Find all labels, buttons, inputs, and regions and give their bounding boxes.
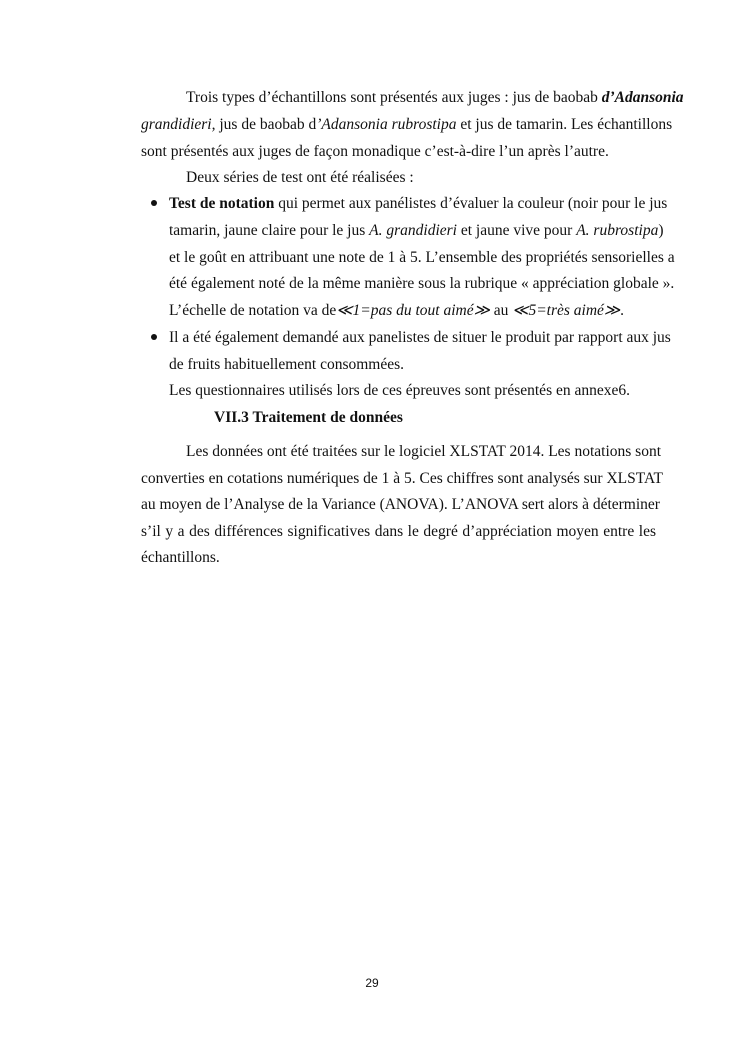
- para2-line: Deux séries de test ont été réalisées :: [186, 169, 414, 186]
- bullet1-line5: [169, 301, 624, 321]
- para3-line4: s’il y a des différences significatives dans le degré d’appréciation moyen entre les: [141, 523, 656, 540]
- para3-line1: Les données ont été traitées sur le logiciel XLSTAT 2014. Les notations sont: [186, 443, 662, 460]
- bullet1-line5-d: ≪5=très aimé≫: [512, 302, 621, 319]
- bullet1-line2-e: ): [658, 222, 664, 239]
- bullet2-marker: [151, 334, 157, 340]
- para1-line2-text-b: jus de baobab d: [215, 116, 317, 133]
- bullet2-line2: de fruits habituellement consommées.: [169, 356, 405, 373]
- para1-line2-text-d: et jus de tamarin. Les échantillons: [456, 116, 673, 133]
- para1-line3: sont présentés aux juges de façon monadique c’est-à-dire l’un après l’autre.: [141, 143, 609, 160]
- para1-line1-italic: d’Adansonia: [601, 89, 684, 106]
- bullet1-marker: [151, 200, 157, 206]
- section-heading: VII.3 Traitement de données: [214, 409, 403, 426]
- bullet2-line3: Les questionnaires utilisés lors de ces épreuves sont présentés en annexe6.: [169, 382, 630, 399]
- bullet1-line2-a: tamarin, jaune claire pour le jus: [169, 222, 370, 239]
- bullet2-line1: Il a été également demandé aux panelistes de situer le produit par rapport aux jus: [169, 329, 671, 346]
- bullet1-line1-bold: Test de notation: [169, 195, 275, 212]
- para1-line2-italic-a: grandidieri,: [141, 116, 216, 133]
- bullet1-line5-b: ≪1=pas du tout aimé≫: [336, 302, 490, 319]
- para1-line2-italic-c: ’Adansonia rubrostipa: [316, 116, 457, 133]
- bullet1-line5-a: L’échelle de notation va de: [169, 302, 337, 319]
- bullet1-line5-e: .: [620, 302, 625, 319]
- bullet1-line2-d: A. rubrostipa: [576, 222, 659, 239]
- bullet1-line1: [169, 194, 668, 214]
- bullet1-line2: [169, 221, 664, 241]
- bullet1-line4: été également noté de la même manière sous la rubrique « appréciation globale ».: [169, 275, 675, 292]
- bullet1-line1-rest: qui permet aux panélistes d’évaluer la couleur (noir pour le jus: [274, 195, 668, 212]
- para3-line5: échantillons.: [141, 549, 220, 566]
- bullet1-line2-c: et jaune vive pour: [456, 222, 577, 239]
- para1-line1: [186, 88, 684, 108]
- para1-line2: [141, 115, 673, 135]
- bullet1-line3: et le goût en attribuant une note de 1 à 5. L’ensemble des propriétés sensorielles a: [169, 249, 675, 266]
- bullet1-line5-c: au: [489, 302, 513, 319]
- bullet1-line2-b: A. grandidieri: [369, 222, 457, 239]
- para1-line1-text: Trois types d’échantillons sont présentés aux juges : jus de baobab: [186, 89, 602, 106]
- page-number: 29: [365, 976, 379, 990]
- para3-line2: converties en cotations numériques de 1 à 5. Ces chiffres sont analysés sur XLSTAT: [141, 470, 663, 487]
- para3-line3: au moyen de l’Analyse de la Variance (ANOVA). L’ANOVA sert alors à déterminer: [141, 496, 660, 513]
